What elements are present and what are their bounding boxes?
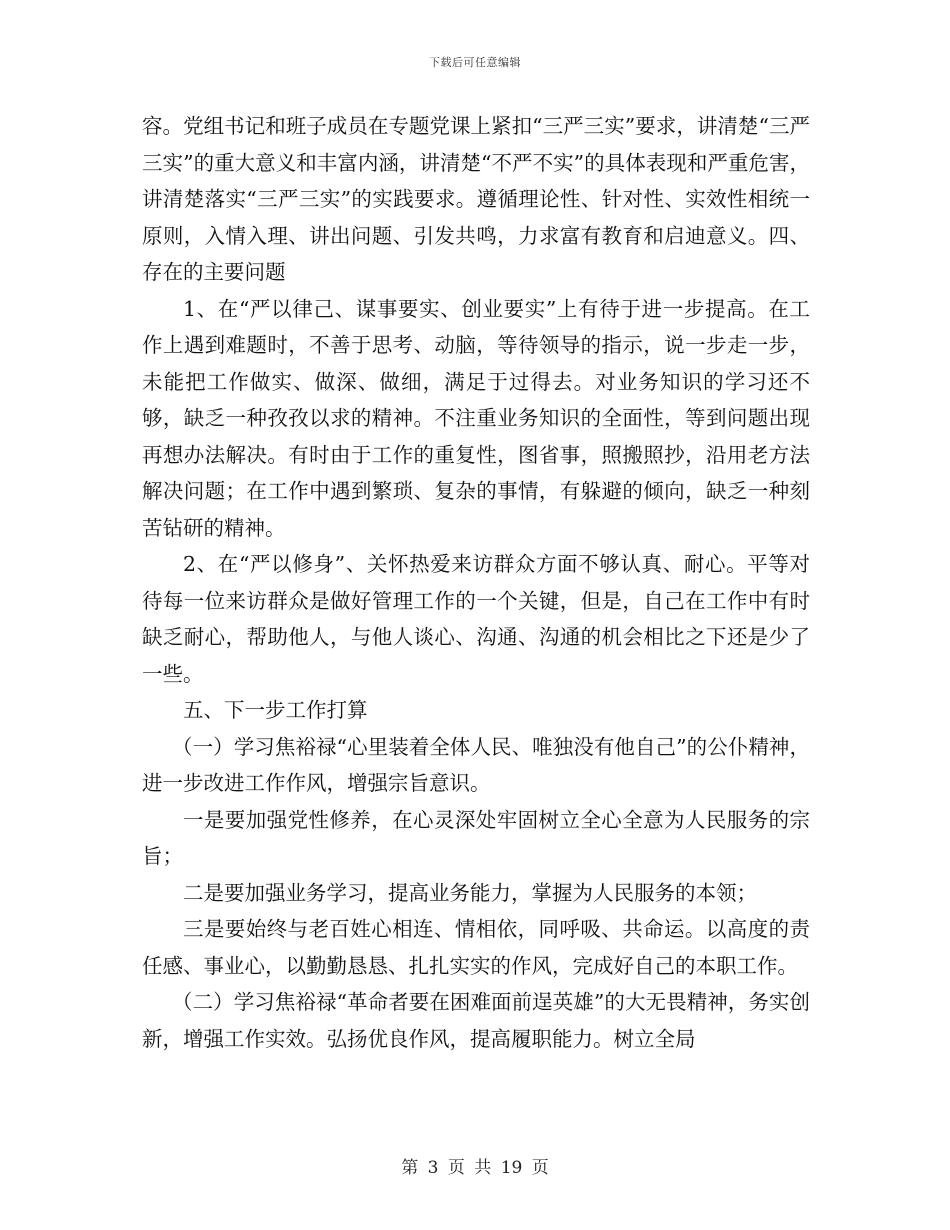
paragraph-item-2: （二）学习焦裕禄“革命者要在困难面前逞英雄”的大无畏精神，务实创新，增强工作实效。弘扬优良作风，提高履职能力。树立全局 <box>142 990 810 1051</box>
paragraph-point-2: 二是要加强业务学习，提高业务能力，掌握为人民服务的本领； <box>183 880 757 905</box>
paragraph-problem-2: 2、在“严以修身”、关怀热爱来访群众方面不够认真、耐心。平等对待每一位来访群众是做好管理工作的一个关键，但是，自己在工作中有时缺乏耐心，帮助他人，与他人谈心、沟通、沟通的机会相比之下还是少了一些。 <box>142 552 810 686</box>
document-body <box>142 108 810 1057</box>
paragraph-continuation: 容。党组书记和班子成员在专题党课上紧扣“三严三实”要求，讲清楚“三严三实”的重大意义和丰富内涵，讲清楚“不严不实”的具体表现和严重危害，讲清楚落实“三严三实”的实践要求。遵循理论性、针对性、实效性相统一原则，入情入理、讲出问题、引发共鸣，力求富有教育和启迪意义。四、存在的主要问题 <box>142 114 810 284</box>
paragraph-problem-1: 1、在“严以律己、谋事要实、创业要实”上有待于进一步提高。在工作上遇到难题时，不善于思考、动脑，等待领导的指示，说一步走一步，未能把工作做实、做深、做细，满足于过得去。对业务知识的学习还不够，缺乏一种孜孜以求的精神。不注重业务知识的全面性，等到问题出现再想办法解决。有时由于工作的重复性，图省事，照搬照抄，沿用老方法解决问题；在工作中遇到繁琐、复杂的事情，有躲避的倾向，缺乏一种刻苦钻研的精神。 <box>142 296 810 540</box>
paragraph-item-1: （一）学习焦裕禄“心里装着全体人民、唯独没有他自己”的公仆精神，进一步改进工作作风，增强宗旨意识。 <box>142 734 810 795</box>
section-heading-next-steps: 五、下一步工作打算 <box>183 698 368 722</box>
paragraph-point-1: 一是要加强党性修养，在心灵深处牢固树立全心全意为人民服务的宗旨； <box>142 807 810 868</box>
page-number-footer: 第 3 页 共 19 页 <box>401 1158 549 1178</box>
page-header: 下载后可任意编辑 <box>429 56 521 69</box>
paragraph-point-3: 三是要始终与老百姓心相连、情相依，同呼吸、共命运。以高度的责任感、事业心，以勤勤恳恳、扎扎实实的作风，完成好自己的本职工作。 <box>142 917 810 978</box>
